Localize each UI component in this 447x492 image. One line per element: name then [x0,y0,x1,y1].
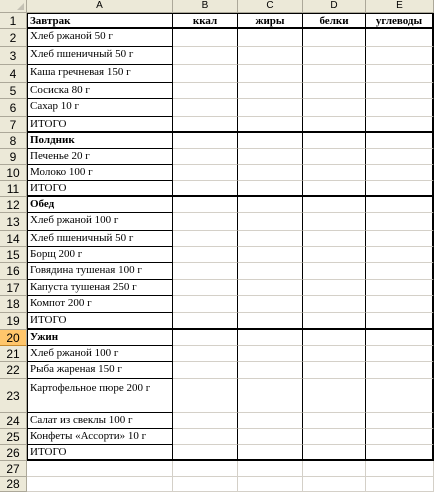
cell-b4[interactable] [173,65,238,83]
row-header[interactable]: 26 [0,445,27,461]
cell-e20[interactable] [366,330,434,346]
cell-c24[interactable] [238,413,303,429]
cell-c10[interactable] [238,165,303,181]
cell-e23[interactable] [366,379,434,413]
cell-e26[interactable] [366,445,434,461]
cell-c13[interactable] [238,213,303,231]
cell-c17[interactable] [238,280,303,296]
cell-a6[interactable]: Сахар 10 г [27,99,173,117]
row-header[interactable]: 3 [0,47,27,65]
cell-c19[interactable] [238,313,303,330]
cell-e3[interactable] [366,47,434,65]
cell-e5[interactable] [366,83,434,99]
cell-d3[interactable] [303,47,366,65]
cell-d7[interactable] [303,117,366,133]
cell-c7[interactable] [238,117,303,133]
cell-b25[interactable] [173,429,238,445]
cell-a8[interactable]: Полдник [27,133,173,149]
cell-b27[interactable] [173,461,238,477]
cell-c14[interactable] [238,231,303,247]
cell-a20[interactable]: Ужин [27,330,173,346]
cell-a10[interactable]: Молоко 100 г [27,165,173,181]
cell-e1[interactable]: углеводы [366,13,434,29]
row-header[interactable]: 15 [0,247,27,263]
select-all-corner[interactable] [0,0,27,13]
cell-a19[interactable]: ИТОГО [27,313,173,330]
cell-e9[interactable] [366,149,434,165]
cell-c11[interactable] [238,181,303,197]
cell-a9[interactable]: Печенье 20 г [27,149,173,165]
cell-b10[interactable] [173,165,238,181]
row-header[interactable]: 2 [0,29,27,47]
cell-d8[interactable] [303,133,366,149]
cell-d28[interactable] [303,477,366,492]
cell-c25[interactable] [238,429,303,445]
cell-a21[interactable]: Хлеб ржаной 100 г [27,346,173,362]
cell-d14[interactable] [303,231,366,247]
cell-e11[interactable] [366,181,434,197]
cell-b24[interactable] [173,413,238,429]
cell-a26[interactable]: ИТОГО [27,445,173,461]
cell-a23[interactable]: Картофельное пюре 200 г [27,379,173,413]
cell-d16[interactable] [303,263,366,280]
row-header[interactable]: 7 [0,117,27,133]
row-header[interactable]: 19 [0,313,27,330]
cell-b28[interactable] [173,477,238,492]
cell-c4[interactable] [238,65,303,83]
cell-c12[interactable] [238,197,303,213]
column-header-a[interactable]: A [27,0,173,13]
cell-a25[interactable]: Конфеты «Ассорти» 10 г [27,429,173,445]
cell-c3[interactable] [238,47,303,65]
cell-d17[interactable] [303,280,366,296]
cell-a12[interactable]: Обед [27,197,173,213]
cell-d20[interactable] [303,330,366,346]
cell-c8[interactable] [238,133,303,149]
cell-e10[interactable] [366,165,434,181]
cell-d13[interactable] [303,213,366,231]
row-header[interactable]: 5 [0,83,27,99]
cell-d15[interactable] [303,247,366,263]
cell-b12[interactable] [173,197,238,213]
column-header-c[interactable]: C [238,0,303,13]
row-header[interactable]: 9 [0,149,27,165]
cell-e6[interactable] [366,99,434,117]
cell-d12[interactable] [303,197,366,213]
cell-e24[interactable] [366,413,434,429]
cell-e18[interactable] [366,296,434,313]
cell-d1[interactable]: белки [303,13,366,29]
cell-e15[interactable] [366,247,434,263]
cell-b9[interactable] [173,149,238,165]
cell-c1[interactable]: жиры [238,13,303,29]
cell-d23[interactable] [303,379,366,413]
cell-a3[interactable]: Хлеб пшеничный 50 г [27,47,173,65]
cell-c20[interactable] [238,330,303,346]
cell-a5[interactable]: Сосиска 80 г [27,83,173,99]
cell-a18[interactable]: Компот 200 г [27,296,173,313]
cell-d10[interactable] [303,165,366,181]
cell-e8[interactable] [366,133,434,149]
row-header[interactable]: 14 [0,231,27,247]
cell-c6[interactable] [238,99,303,117]
cell-e27[interactable] [366,461,434,477]
cell-b18[interactable] [173,296,238,313]
cell-e7[interactable] [366,117,434,133]
row-header[interactable]: 4 [0,65,27,83]
cell-a22[interactable]: Рыба жареная 150 г [27,362,173,379]
cell-a7[interactable]: ИТОГО [27,117,173,133]
cell-d4[interactable] [303,65,366,83]
row-header[interactable]: 20 [0,330,27,346]
cell-e19[interactable] [366,313,434,330]
cell-a17[interactable]: Капуста тушеная 250 г [27,280,173,296]
cell-c23[interactable] [238,379,303,413]
row-header[interactable]: 11 [0,181,27,197]
cell-b17[interactable] [173,280,238,296]
cell-d19[interactable] [303,313,366,330]
cell-d21[interactable] [303,346,366,362]
row-header[interactable]: 17 [0,280,27,296]
cell-c15[interactable] [238,247,303,263]
cell-a14[interactable]: Хлеб пшеничный 50 г [27,231,173,247]
row-header[interactable]: 28 [0,477,27,492]
cell-a27[interactable] [27,461,173,477]
cell-a2[interactable]: Хлеб ржаной 50 г [27,29,173,47]
column-header-e[interactable]: E [366,0,434,13]
row-header[interactable]: 25 [0,429,27,445]
cell-b13[interactable] [173,213,238,231]
cell-d26[interactable] [303,445,366,461]
cell-e25[interactable] [366,429,434,445]
column-header-b[interactable]: B [173,0,238,13]
row-header[interactable]: 21 [0,346,27,362]
cell-a1[interactable]: Завтрак [27,13,173,29]
row-header[interactable]: 23 [0,379,27,413]
row-header[interactable]: 16 [0,263,27,280]
cell-b22[interactable] [173,362,238,379]
cell-d25[interactable] [303,429,366,445]
cell-b21[interactable] [173,346,238,362]
cell-b6[interactable] [173,99,238,117]
cell-c18[interactable] [238,296,303,313]
cell-d22[interactable] [303,362,366,379]
cell-a15[interactable]: Борщ 200 г [27,247,173,263]
cell-a16[interactable]: Говядина тушеная 100 г [27,263,173,280]
cell-e16[interactable] [366,263,434,280]
cell-c26[interactable] [238,445,303,461]
cell-d5[interactable] [303,83,366,99]
cell-c5[interactable] [238,83,303,99]
cell-e4[interactable] [366,65,434,83]
cell-b5[interactable] [173,83,238,99]
cell-a28[interactable] [27,477,173,492]
cell-d11[interactable] [303,181,366,197]
cell-d9[interactable] [303,149,366,165]
cell-b2[interactable] [173,29,238,47]
cell-b15[interactable] [173,247,238,263]
cell-d6[interactable] [303,99,366,117]
cell-b23[interactable] [173,379,238,413]
cell-c2[interactable] [238,29,303,47]
cell-a24[interactable]: Салат из свеклы 100 г [27,413,173,429]
cell-c28[interactable] [238,477,303,492]
cell-c22[interactable] [238,362,303,379]
row-header[interactable]: 27 [0,461,27,477]
cell-b20[interactable] [173,330,238,346]
cell-a13[interactable]: Хлеб ржаной 100 г [27,213,173,231]
row-header[interactable]: 12 [0,197,27,213]
cell-e17[interactable] [366,280,434,296]
cell-b16[interactable] [173,263,238,280]
row-header[interactable]: 10 [0,165,27,181]
cell-d27[interactable] [303,461,366,477]
cell-b8[interactable] [173,133,238,149]
row-header[interactable]: 8 [0,133,27,149]
cell-e21[interactable] [366,346,434,362]
cell-b11[interactable] [173,181,238,197]
cell-b3[interactable] [173,47,238,65]
cell-c16[interactable] [238,263,303,280]
cell-e12[interactable] [366,197,434,213]
row-header[interactable]: 6 [0,99,27,117]
cell-d2[interactable] [303,29,366,47]
cell-e28[interactable] [366,477,434,492]
cell-d24[interactable] [303,413,366,429]
cell-b26[interactable] [173,445,238,461]
row-header[interactable]: 24 [0,413,27,429]
column-header-d[interactable]: D [303,0,366,13]
cell-c21[interactable] [238,346,303,362]
cell-a11[interactable]: ИТОГО [27,181,173,197]
cell-e22[interactable] [366,362,434,379]
cell-b14[interactable] [173,231,238,247]
select-all-triangle-icon [17,3,24,10]
row-header[interactable]: 13 [0,213,27,231]
cell-e14[interactable] [366,231,434,247]
cell-b19[interactable] [173,313,238,330]
row-header[interactable]: 18 [0,296,27,313]
cell-e13[interactable] [366,213,434,231]
cell-d18[interactable] [303,296,366,313]
cell-b7[interactable] [173,117,238,133]
cell-e2[interactable] [366,29,434,47]
cell-b1[interactable]: ккал [173,13,238,29]
cell-a4[interactable]: Каша гречневая 150 г [27,65,173,83]
row-header[interactable]: 22 [0,362,27,379]
cell-c9[interactable] [238,149,303,165]
cell-c27[interactable] [238,461,303,477]
row-header[interactable]: 1 [0,13,27,29]
